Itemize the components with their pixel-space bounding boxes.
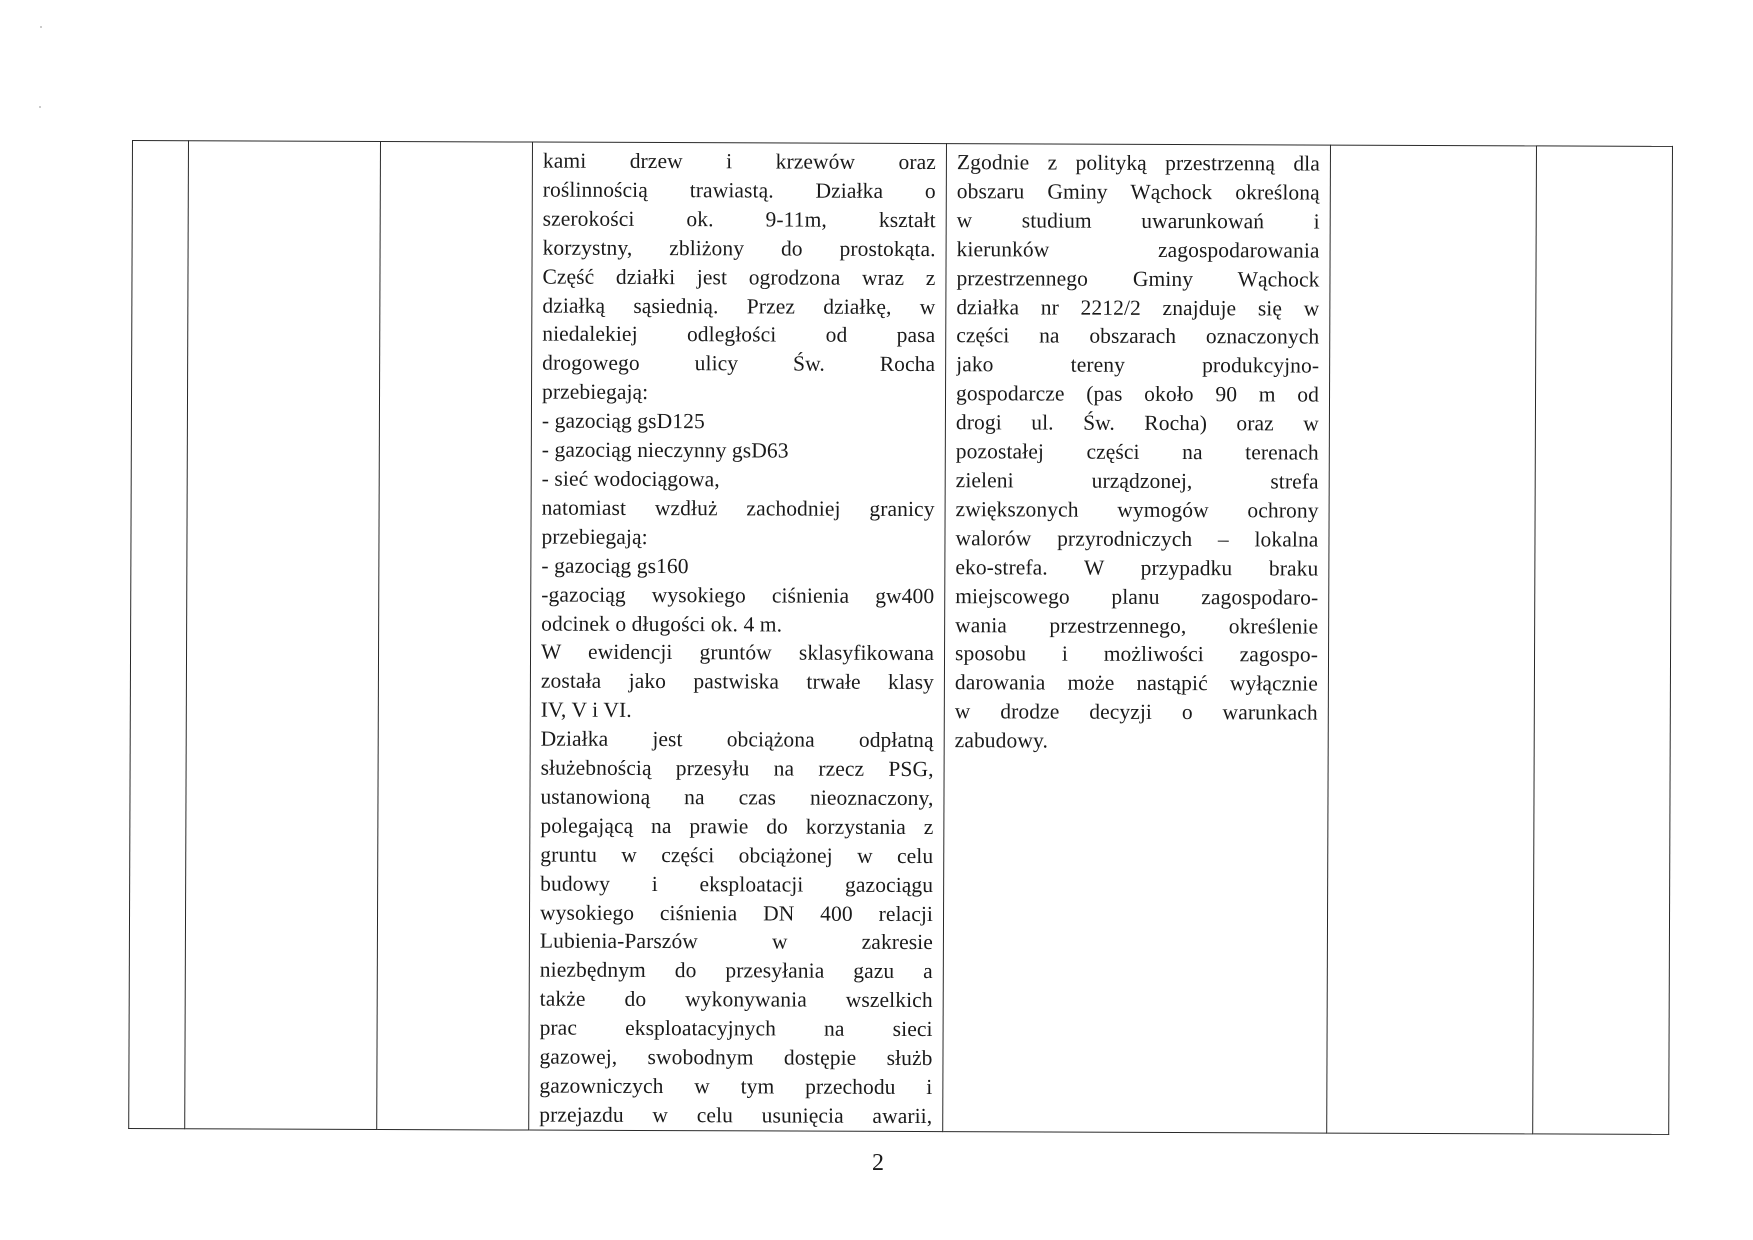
text-line: gospodarcze (pas około 90 m od [955, 381, 1320, 407]
text-line: eko-strefa. W przypadku braku [955, 554, 1319, 581]
text-line: zwiększonych wymogów ochrony [955, 497, 1319, 523]
text-line: IV, V i VI. [540, 697, 632, 723]
description-text [529, 143, 946, 1131]
text-line: walorów przyrodniczych – lokalna [955, 525, 1319, 552]
scan-speck [40, 26, 42, 28]
text-line: natomiast wzdłuż zachodniej granicy [541, 495, 935, 521]
cell-col-2 [185, 141, 381, 1130]
text-line: prac eksploatacyjnych na sieci [539, 1015, 933, 1042]
text-line: -gazociąg wysokiego ciśnienia gw400 [541, 582, 935, 608]
text-line: zabudowy. [954, 728, 1048, 753]
text-line: korzystny, zbliżony do prostokąta. [542, 235, 936, 261]
text-line: wysokiego ciśnienia DN 400 relacji [539, 900, 934, 926]
text-line: roślinnością trawiastą. Działka o [542, 177, 936, 203]
cell-col-7 [1533, 146, 1673, 1134]
text-line: części na obszarach oznaczonych [956, 323, 1320, 349]
property-table-grid [128, 140, 1673, 1135]
text-line: - gazociąg gs160 [541, 553, 689, 578]
text-line: przebiegają: [541, 524, 648, 549]
text-line: Lubienia-Parszów w zakresie [539, 929, 933, 955]
text-line: przestrzennego Gminy Wąchock [956, 265, 1320, 292]
text-line: budowy i eksploatacji gazociągu [540, 871, 934, 897]
text-line: zieleni urządzonej, strefa [955, 468, 1319, 494]
text-line: niezbędnym do przesyłania gazu a [539, 957, 933, 984]
text-line: darowania może nastąpić wyłącznie [954, 670, 1318, 696]
text-line: w studium uwarunkowań i [956, 207, 1320, 234]
text-line: polegającą na prawie do korzystania z [540, 813, 934, 839]
text-line: przebiegają: [541, 379, 649, 405]
text-line: sposobu i możliwości zagospo- [954, 641, 1319, 667]
property-table [132, 140, 1672, 1128]
text-line: niedalekiej odległości od pasa [542, 322, 936, 348]
text-line: pozostałej części na terenach [955, 439, 1319, 465]
cell-spatial-policy [943, 144, 1331, 1133]
text-line: W ewidencji gruntów sklasyfikowana [540, 639, 935, 666]
cell-col-1 [129, 141, 189, 1129]
cell-col-3 [377, 141, 533, 1129]
scan-speck [39, 106, 41, 108]
text-line: gazowej, swobodnym dostępie służb [539, 1044, 933, 1071]
text-line: jako tereny produkcyjno- [956, 352, 1320, 378]
text-line: przejazdu w celu usunięcia awarii, [539, 1102, 933, 1128]
text-line: służebnością przesyłu na rzecz PSG, [540, 755, 934, 782]
text-line: szerokości ok. 9-11m, kształt [542, 206, 936, 232]
text-line: gruntu w części obciążonej w celu [540, 842, 934, 868]
page-number: 2 [872, 1150, 884, 1176]
text-line: wania przestrzennego, określenie [955, 612, 1319, 639]
text-line: działka nr 2212/2 znajduje się w [956, 294, 1320, 321]
text-line: drogowego ulicy Św. Rocha [542, 350, 936, 377]
text-line: Część działki jest ogrodzona wraz z [542, 264, 936, 290]
text-line: ustanowioną na czas nieoznaczony, [540, 784, 934, 811]
text-line: odcinek o długości ok. 4 m. [541, 611, 783, 636]
text-line: także do wykonywania wszelkich [539, 986, 933, 1013]
cell-description [529, 142, 947, 1131]
text-line: - sieć wodociągowa, [541, 466, 720, 492]
text-line: gazowniczych w tym przechodu i [539, 1073, 933, 1100]
text-line: Działka jest obciążona odpłatną [540, 726, 934, 753]
text-line: - gazociąg nieczynny gsD63 [541, 437, 789, 463]
text-line: kierunków zagospodarowania [956, 236, 1320, 263]
cell-col-6 [1327, 145, 1537, 1134]
text-line: działką sąsiednią. Przez działkę, w [542, 293, 936, 319]
text-line: w drodze decyzji o warunkach [954, 699, 1318, 725]
text-line: drogi ul. Św. Rocha) oraz w [955, 410, 1319, 436]
text-line: kami drzew i krzewów oraz [542, 148, 936, 175]
text-line: obszaru Gminy Wąchock określoną [956, 179, 1320, 205]
text-line: miejscowego planu zagospodaro- [955, 583, 1319, 610]
text-line: została jako pastwiska trwałe klasy [540, 668, 934, 695]
spatial-policy-text [945, 144, 1330, 756]
text-line: Zgodnie z polityką przestrzenną dla [956, 150, 1320, 176]
text-line: - gazociąg gsD125 [541, 408, 705, 434]
table-row [129, 141, 1673, 1135]
